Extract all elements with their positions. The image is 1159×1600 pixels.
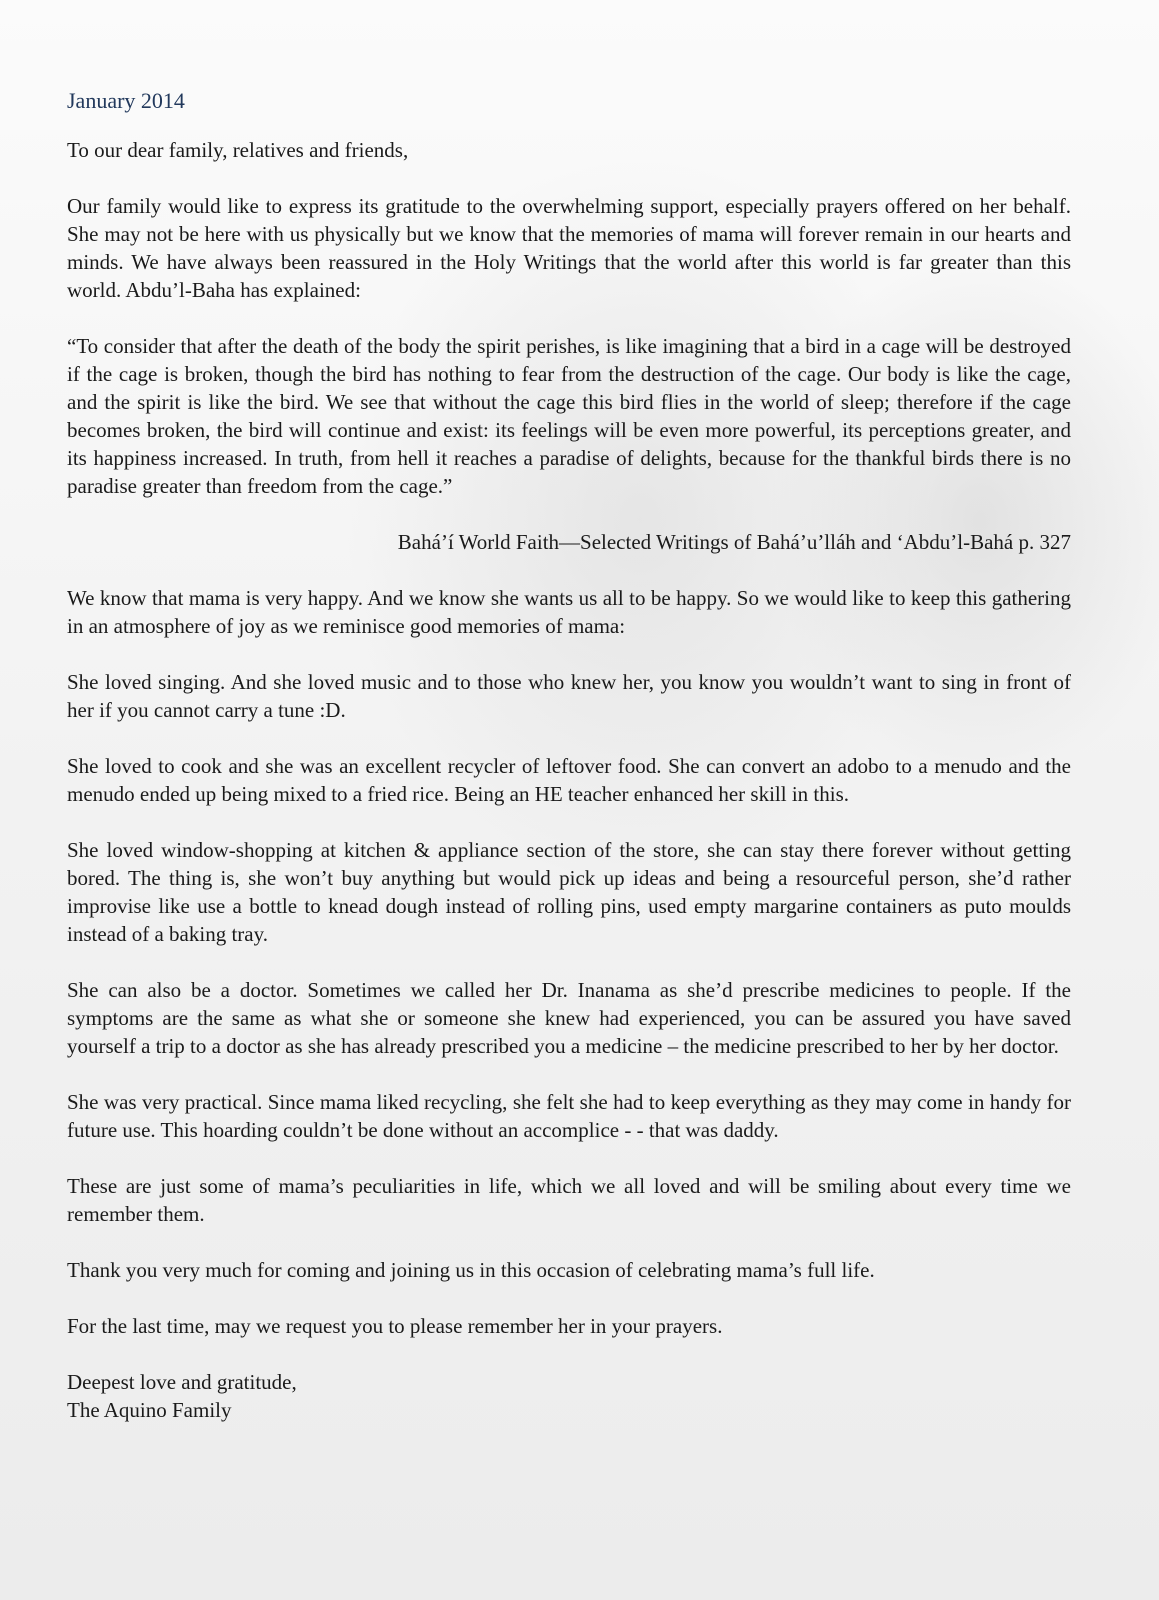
letter-date: January 2014 <box>67 88 185 113</box>
closing: Deepest love and gratitude, <box>67 1370 297 1394</box>
letter <box>67 88 1071 1452</box>
quotation: “To consider that after the death of the body the spirit perishes, is like imagining that a bird in a cage will be destroyed if the cage is broken, though the bird has nothing to fear from the destruction of the cage. Our body is like the cage, and the spirit is like the bird. We see that without the cage this bird flies in the world of sleep; therefore if the cage becomes broken, the bird will continue and exist: its feelings will be even more powerful, its perceptions greater, and its happiness increased. In truth, from hell it reaches a paradise of delights, because for the thankful birds there is no paradise greater than freedom from the cage.” <box>67 334 1071 498</box>
paragraph-doctor: She can also be a doctor. Sometimes we called her Dr. Inanama as she’d prescribe medicines to people. If the symptoms are the same as what she or someone she knew had experienced, you can be assured you have saved yourself a trip to a doctor as she has already prescribed you a medicine – the medicine prescribed to her by her doctor. <box>67 978 1071 1058</box>
paragraph-gratitude: Our family would like to express its gratitude to the overwhelming support, especially prayers offered on her behalf. She may not be here with us physically but we know that the memories of mama will forever remain in our hearts and minds. We have always been reassured in the Holy Writings that the world after this world is far greater than this world. Abdu’l-Baha has explained: <box>67 194 1071 302</box>
paragraph-cooking: She loved to cook and she was an excellent recycler of leftover food. She can convert an adobo to a menudo and the menudo ended up being mixed to a fried rice. Being an HE teacher enhanced her skill in this. <box>67 754 1071 806</box>
paragraph-thanks: Thank you very much for coming and joining us in this occasion of celebrating mama’s full life. <box>67 1258 875 1282</box>
quotation-citation: Bahá’í World Faith—Selected Writings of Bahá’u’lláh and ‘Abdu’l-Bahá p. 327 <box>397 530 1071 554</box>
paragraph-singing: She loved singing. And she loved music and to those who knew her, you know you wouldn’t want to sing in front of her if you cannot carry a tune :D. <box>67 670 1071 722</box>
paragraph-prayers: For the last time, may we request you to please remember her in your prayers. <box>67 1314 723 1338</box>
paragraph-peculiarities: These are just some of mama’s peculiarities in life, which we all loved and will be smiling about every time we remember them. <box>67 1174 1071 1226</box>
paragraph-shopping: She loved window-shopping at kitchen & appliance section of the store, she can stay there forever without getting bored. The thing is, she won’t buy anything but would pick up ideas and being a resourceful person, she’d rather improvise like use a bottle to knead dough instead of rolling pins, used empty margarine containers as puto moulds instead of a baking tray. <box>67 838 1071 946</box>
greeting: To our dear family, relatives and friends, <box>67 138 409 162</box>
paragraph-practical: She was very practical. Since mama liked recycling, she felt she had to keep everything as they may come in handy for future use. This hoarding couldn’t be done without an accomplice - - that was daddy. <box>67 1090 1071 1142</box>
paragraph-happy: We know that mama is very happy. And we know she wants us all to be happy. So we would like to keep this gathering in an atmosphere of joy as we reminisce good memories of mama: <box>67 586 1071 638</box>
signature: The Aquino Family <box>67 1398 232 1422</box>
